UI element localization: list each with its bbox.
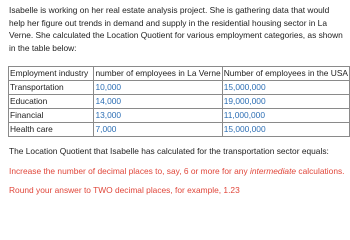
table-row	[9, 123, 350, 137]
industry-cell: Transportation	[9, 81, 94, 95]
table-row	[9, 109, 350, 123]
usa-cell: 11,000,000	[222, 109, 349, 123]
decimal-instruction-emphasis: intermediate	[249, 166, 297, 176]
header-industry: Employment industry	[9, 67, 94, 81]
la-verne-cell: 10,000	[94, 81, 222, 95]
table-row	[9, 95, 350, 109]
la-verne-cell: 7,000	[94, 123, 222, 137]
usa-cell: 15,000,000	[222, 123, 349, 137]
question-text: The Location Quotient that Isabelle has calculated for the transportation sector equals:	[9, 146, 329, 156]
industry-cell: Financial	[9, 109, 94, 123]
table-row	[9, 81, 350, 95]
industry-cell: Health care	[9, 123, 94, 137]
usa-cell: 15,000,000	[222, 81, 349, 95]
header-usa: Number of employees in the USA	[222, 67, 349, 81]
table-header-row	[9, 67, 350, 81]
industry-cell: Education	[9, 95, 94, 109]
la-verne-cell: 14,000	[94, 95, 222, 109]
usa-cell: 19,000,000	[222, 95, 349, 109]
rounding-instruction: Round your answer to TWO decimal places, for example, 1.23	[9, 185, 240, 195]
employment-table	[8, 66, 350, 137]
problem-intro: Isabelle is working on her real estate analysis project. She is gathering data that would help her figure out trends in demand and supply in the residential housing sector in La Verne. She calculated the Location Quotient for various employment categories, as shown in the table below:	[9, 5, 343, 53]
decimal-instruction-end: calculations.	[296, 166, 345, 176]
la-verne-cell: 13,000	[94, 109, 222, 123]
header-la-verne: number of employees in La Verne	[94, 67, 222, 81]
decimal-instruction-start: Increase the number of decimal places to, say, 6 or more for any	[9, 166, 250, 176]
decimal-instruction	[9, 165, 345, 177]
